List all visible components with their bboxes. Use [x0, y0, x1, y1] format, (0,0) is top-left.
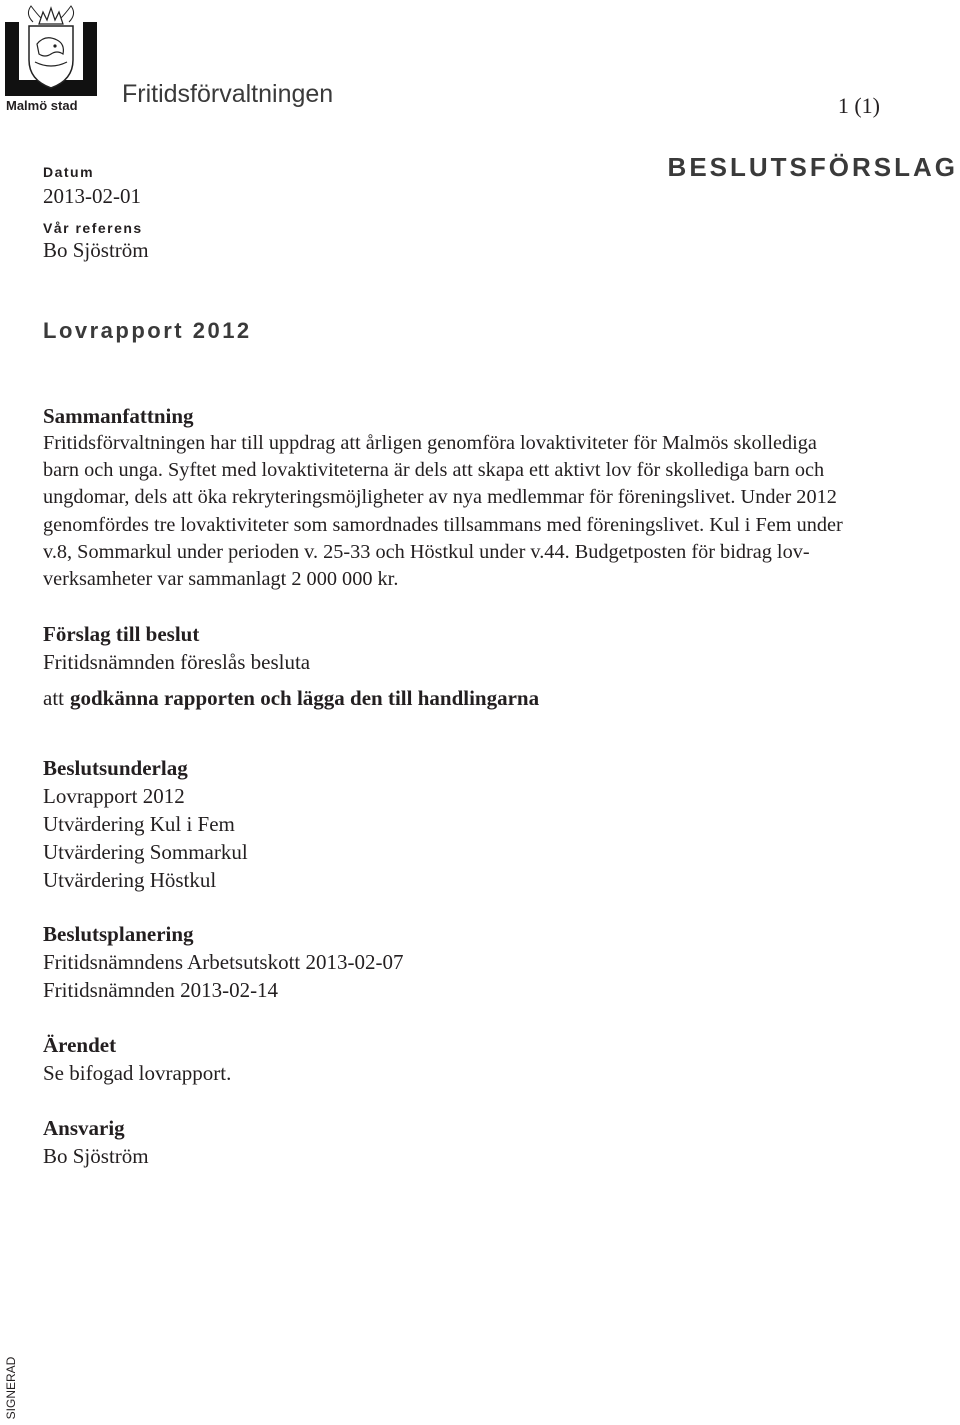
document-type: BESLUTSFÖRSLAG: [667, 152, 958, 182]
basis-section: [43, 754, 948, 894]
proposal-intro: Fritidsnämnden föreslås besluta: [43, 650, 311, 674]
responsible-name: Bo Sjöström: [43, 1144, 149, 1168]
decision-text: godkänna rapporten och lägga den till handlingarna: [70, 686, 540, 710]
signed-stamp-text: SIGNERAD: [4, 1356, 18, 1420]
summary-text: [43, 430, 948, 593]
att-word: att: [43, 686, 64, 710]
summary-heading: Sammanfattning: [43, 404, 194, 428]
planning-section: [43, 920, 948, 1004]
summary-line: Fritidsförvaltningen har till uppdrag att årligen genomföra lovaktiviteter för Malmös skollediga: [43, 432, 817, 454]
signed-stamp: [2, 1352, 20, 1424]
proposal-heading: Förslag till beslut: [43, 622, 200, 646]
date-label: Datum: [43, 164, 95, 180]
matter-heading: Ärendet: [43, 1033, 117, 1057]
basis-item: Lovrapport 2012: [43, 784, 185, 808]
summary-line: v.8, Sommarkul under perioden v. 25-33 och Höstkul under v.44. Budgetposten för bidrag lov-: [43, 540, 810, 563]
summary-section: [43, 402, 948, 593]
page-indicator: 1 (1): [837, 93, 880, 118]
planning-item: Fritidsnämnden 2013-02-14: [43, 978, 279, 1002]
reference-value: Bo Sjöström: [43, 238, 149, 262]
coat-of-arms-icon: [5, 0, 97, 96]
summary-line: genomfördes tre lovaktiviteter som samordnades tillsammans med föreningslivet. Kul i Fem under: [43, 513, 843, 536]
basis-item: Utvärdering Sommarkul: [43, 840, 248, 864]
matter-text: Se bifogad lovrapport.: [43, 1061, 232, 1085]
summary-line: ungdomar, dels att öka rekryteringsmöjligheter av nya medlemmar för föreningslivet. Under 2012: [43, 486, 837, 509]
org-name: Malmö stad: [6, 98, 78, 113]
responsible-section: [43, 1114, 948, 1170]
department-name: Fritidsförvaltningen: [122, 80, 334, 108]
proposal-section: [43, 620, 948, 676]
planning-heading: Beslutsplanering: [43, 922, 194, 946]
decision-line: [43, 686, 948, 711]
planning-item: Fritidsnämndens Arbetsutskott 2013-02-07: [43, 950, 404, 974]
malmo-coat-of-arms-logo: [5, 0, 97, 96]
basis-item: Utvärdering Kul i Fem: [43, 812, 235, 836]
basis-heading: Beslutsunderlag: [43, 756, 188, 780]
date-value: 2013-02-01: [43, 184, 141, 208]
responsible-heading: Ansvarig: [43, 1116, 125, 1140]
summary-line: barn och unga. Syftet med lovaktiviteterna är dels att skapa ett aktivt lov för skollediga barn och: [43, 459, 825, 482]
document-title: Lovrapport 2012: [43, 318, 252, 343]
matter-section: [43, 1031, 948, 1087]
summary-line: verksamheter var sammanlagt 2 000 000 kr.: [43, 568, 399, 591]
reference-label: Vår referens: [43, 220, 143, 236]
basis-item: Utvärdering Höstkul: [43, 868, 217, 892]
